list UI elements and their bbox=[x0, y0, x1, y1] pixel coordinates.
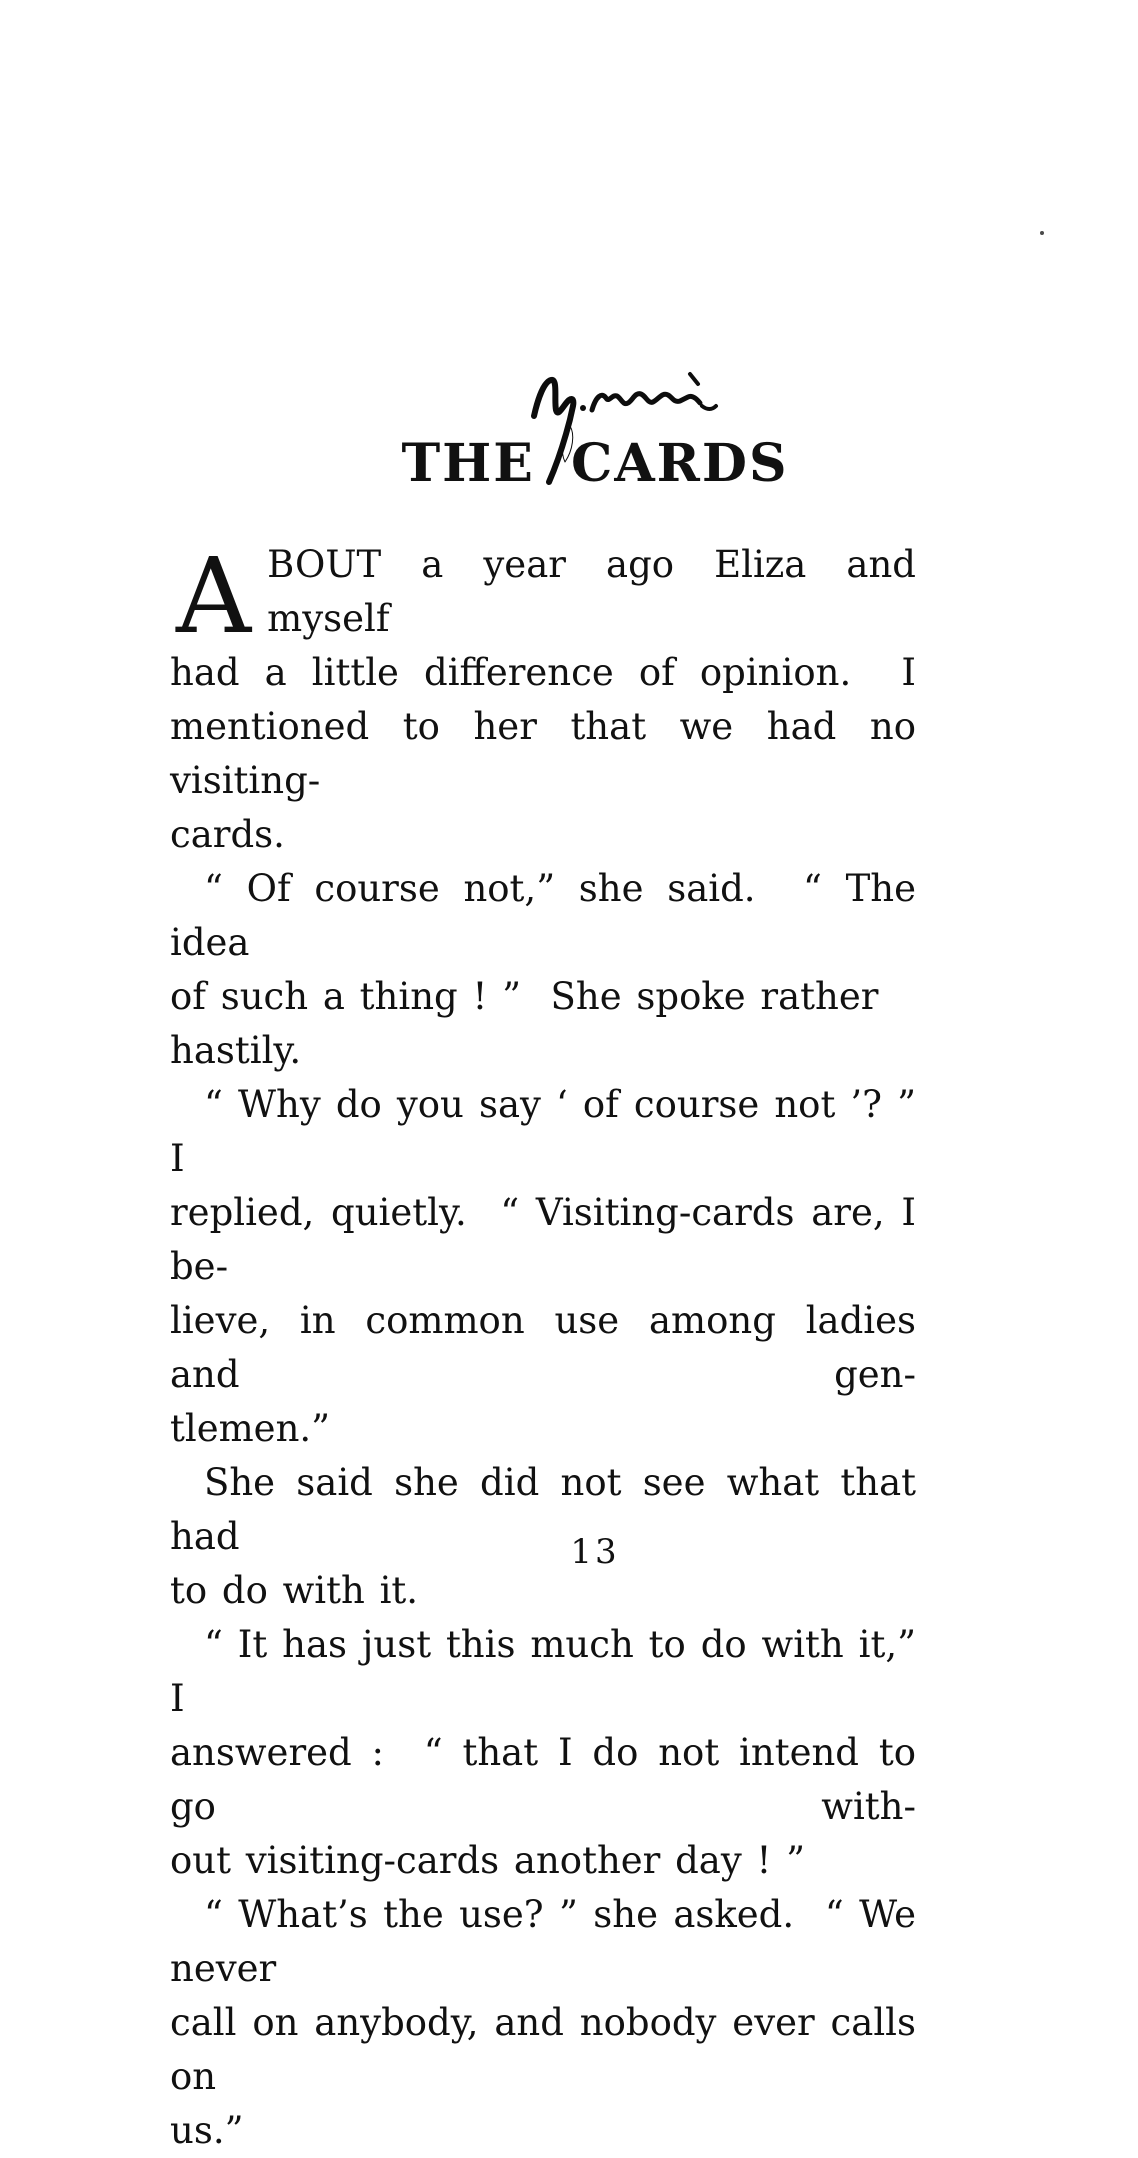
text-line: answered : “ that I do not intend to go with- bbox=[170, 1731, 931, 1828]
title-word-left: THE bbox=[401, 433, 535, 494]
text-line: “ Of course not,” she said. “ The idea bbox=[170, 867, 931, 964]
text-line: “ What’s the use? ” she asked. “ We never bbox=[170, 1893, 931, 1990]
text-line: BOUT a year ago Eliza and myself bbox=[267, 543, 931, 640]
paragraph bbox=[170, 862, 931, 1078]
text-line: us.” bbox=[170, 2109, 244, 2152]
title-block bbox=[0, 433, 1138, 494]
paragraph bbox=[170, 535, 931, 862]
text-line: cards. bbox=[170, 813, 285, 856]
text-line: “ It has just this much to do with it,” I bbox=[170, 1623, 931, 1720]
paragraph bbox=[170, 1888, 931, 2158]
page-body bbox=[170, 535, 931, 2158]
text-line: to do with it. bbox=[170, 1569, 419, 1612]
text-line: tlemen.” bbox=[170, 1407, 331, 1450]
text-line: lieve, in common use among ladies and gen- bbox=[170, 1299, 931, 1396]
text-line: “ Why do you say ‘ of course not ’? ” I bbox=[170, 1083, 931, 1180]
chapter-title bbox=[401, 433, 789, 494]
paragraph bbox=[170, 1078, 931, 1456]
text-line: replied, quietly. “ Visiting-cards are, I be- bbox=[170, 1191, 931, 1288]
text-line: had a little difference of opinion. I bbox=[170, 651, 916, 694]
text-line: mentioned to her that we had no visiting- bbox=[170, 705, 931, 802]
title-word-right: CARDS bbox=[570, 433, 789, 494]
text-line: call on anybody, and nobody ever calls on bbox=[170, 2001, 931, 2098]
text-line: She said she did not see what that had bbox=[170, 1461, 931, 1558]
drop-cap: A bbox=[176, 535, 252, 657]
text-line: out visiting-cards another day ! ” bbox=[170, 1839, 806, 1882]
scan-speck-dot bbox=[1040, 231, 1044, 235]
page-number: 13 bbox=[570, 1532, 620, 1572]
text-line: of such a thing ! ” She spoke rather hastily. bbox=[170, 975, 894, 1072]
page-footer bbox=[170, 1532, 916, 1572]
paragraph bbox=[170, 1618, 931, 1888]
